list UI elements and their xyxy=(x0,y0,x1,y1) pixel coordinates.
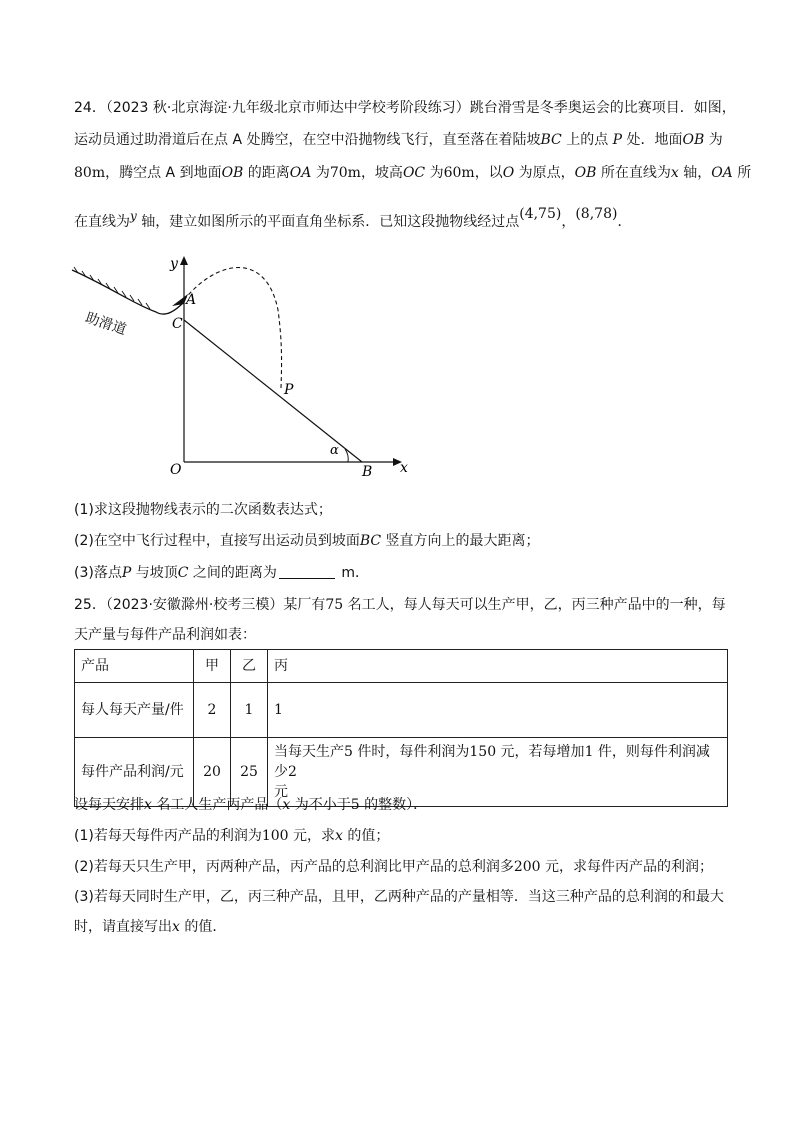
q25-setup xyxy=(74,795,427,815)
math-x: x xyxy=(172,919,180,935)
text: (3)若每天同时生产甲，乙，丙三种产品，且甲，乙两种产品的产量相等．当这三种产品的总利润的和最大 xyxy=(74,889,724,905)
math-80m: 80m xyxy=(74,165,106,181)
slope-bc xyxy=(184,320,362,462)
text: (1)若每天每件丙产品的利润为 xyxy=(74,828,262,844)
math-150: 150 xyxy=(469,744,497,760)
slide-label: 助滑道 xyxy=(83,310,129,339)
row-profit-jia: 20 xyxy=(194,738,231,807)
text: ，坡高 xyxy=(360,165,403,181)
math-1: 1 xyxy=(584,744,594,760)
q24-sub2 xyxy=(74,531,540,551)
text: 元 xyxy=(274,784,288,800)
math-bc: BC xyxy=(540,132,562,148)
text: ． xyxy=(617,214,632,230)
math-x: x xyxy=(282,797,291,813)
text: 25．（2023·安徽滁州·校考三模）某厂有 xyxy=(74,597,326,613)
text: ， xyxy=(561,214,576,230)
math-bc: BC xyxy=(359,533,382,549)
text: 的整数）． xyxy=(359,797,428,813)
q24-intro-line3 xyxy=(74,163,751,183)
text: 时，请直接写出 xyxy=(74,919,172,935)
math-ob: OB xyxy=(682,132,705,148)
header-product: 产品 xyxy=(75,650,194,683)
product-table xyxy=(74,649,728,807)
header-yi: 乙 xyxy=(231,650,268,683)
math-5: 5 xyxy=(350,797,360,813)
math-p: P xyxy=(612,132,623,148)
text: 天产量与每件产品利润如表： xyxy=(74,627,256,643)
text: 元，若每增加 xyxy=(496,744,585,760)
math-75: 75 xyxy=(325,597,344,613)
text: 的值． xyxy=(179,919,227,935)
table-header-row xyxy=(75,650,728,683)
text: (2)在空中飞行过程中，直接写出运动员到坡面 xyxy=(74,533,360,549)
math-point-8-78: (8,78) xyxy=(575,206,618,222)
text: 所在直线为 xyxy=(596,165,671,181)
q24-intro-line4 xyxy=(74,206,632,232)
answer-blank[interactable] xyxy=(279,564,335,579)
slide-hatching xyxy=(74,267,150,309)
row-output-yi: 1 xyxy=(231,683,268,738)
point-p-label: P xyxy=(284,382,294,398)
text: m． xyxy=(336,565,369,581)
text: 的值； xyxy=(342,828,390,844)
y-axis-arrow xyxy=(180,256,188,265)
text: ，腾空点 A 到地面 xyxy=(105,165,222,181)
text: 为原点， xyxy=(514,165,575,181)
q24-sub1 xyxy=(74,500,332,520)
x-axis-label: x xyxy=(400,460,408,476)
text: 轴， xyxy=(678,165,712,181)
q24-intro-line2 xyxy=(74,130,723,150)
text: 所 xyxy=(732,165,752,181)
math-oa: OA xyxy=(289,165,312,181)
row-output-bing: 1 xyxy=(268,683,728,738)
math-c: C xyxy=(177,565,189,581)
angle-alpha-label: α xyxy=(330,443,339,458)
math-p: P xyxy=(121,565,132,581)
slide-curve xyxy=(72,270,184,314)
text: (1)求这段抛物线表示的二次函数表达式； xyxy=(74,502,332,518)
math-y: y xyxy=(130,209,137,223)
q24-intro-line1 xyxy=(74,98,736,118)
math-oc: OC xyxy=(402,165,426,181)
point-o-label: O xyxy=(170,462,182,478)
math-ob: OB xyxy=(574,165,597,181)
math-x: x xyxy=(144,797,152,813)
row-profit-label: 每件产品利润/元 xyxy=(75,738,194,807)
text: ，以 xyxy=(474,165,503,181)
text: 上的点 xyxy=(561,132,613,148)
math-x: x xyxy=(670,165,679,181)
text: 名工人生产丙产品（ xyxy=(151,797,283,813)
text: 名工人，每人每天可以生产甲，乙，丙三种产品中的一种，每 xyxy=(343,597,726,613)
q25-sub2 xyxy=(74,857,713,877)
q25-sub1 xyxy=(74,826,389,846)
text: 设每天安排 xyxy=(74,797,144,813)
text: 元，求 xyxy=(288,828,336,844)
header-jia: 甲 xyxy=(194,650,231,683)
text: (3)落点 xyxy=(74,565,122,581)
text: 与坡顶 xyxy=(131,565,178,581)
text: 为 xyxy=(425,165,444,181)
math-point-4-75: (4,75) xyxy=(519,206,562,222)
q25-intro-line1 xyxy=(74,595,726,615)
parabola-dashed xyxy=(184,268,282,389)
text: 之间的距离为 xyxy=(188,565,277,581)
point-a-label: A xyxy=(186,292,197,308)
math-o: O xyxy=(502,165,515,181)
text: 为 xyxy=(704,132,723,148)
ski-jump-figure xyxy=(66,250,426,480)
q25-sub3-line1 xyxy=(74,887,724,907)
text: 为不小于 xyxy=(290,797,351,813)
row-output-label: 每人每天产量/件 xyxy=(75,683,194,738)
text: 当每天生产 xyxy=(274,744,344,760)
math-100: 100 xyxy=(261,828,289,844)
point-b-label: B xyxy=(362,464,373,480)
row-output-jia: 2 xyxy=(194,683,231,738)
text: 运动员通过助滑道后在点 A 处腾空，在空中沿抛物线飞行，直至落在着陆坡 xyxy=(74,132,541,148)
q25-intro-line2 xyxy=(74,625,256,645)
header-bing: 丙 xyxy=(268,650,728,683)
text: 件时，每件利润为 xyxy=(352,744,470,760)
text: (2)若每天只生产甲，丙两种产品，丙产品的总利润比甲产品的总利润多 xyxy=(74,859,514,875)
text: 为 xyxy=(311,165,330,181)
math-oa: OA xyxy=(711,165,733,181)
math-70m: 70m xyxy=(329,165,361,181)
point-c-label: C xyxy=(172,316,183,332)
text: 元，求每件丙产品的利润； xyxy=(540,859,714,875)
math-ob: OB xyxy=(221,165,244,181)
text: 件，则每件利润减少 xyxy=(274,744,710,780)
math-5: 5 xyxy=(344,744,353,760)
q24-intro-text: 24．（2023 秋·北京海淀·九年级北京市师达中学校考阶段练习）跳台滑雪是冬季奥运会的比赛项目．如图， xyxy=(74,100,736,116)
text: 处．地面 xyxy=(622,132,683,148)
math-200: 200 xyxy=(513,859,541,875)
q25-sub3-line2 xyxy=(74,917,226,937)
q24-sub3 xyxy=(74,563,369,583)
text: 的距离 xyxy=(243,165,290,181)
text: 竖直方向上的最大距离； xyxy=(381,533,540,549)
text: 轴，建立如图所示的平面直角坐标系．已知这段抛物线经过点 xyxy=(136,214,520,230)
math-2: 2 xyxy=(288,764,297,780)
y-axis-label: y xyxy=(170,256,178,272)
math-60m: 60m xyxy=(443,165,475,181)
text: 在直线为 xyxy=(74,214,130,230)
table-row-output xyxy=(75,683,728,738)
row-profit-yi: 25 xyxy=(231,738,268,807)
math-x: x xyxy=(335,828,343,844)
